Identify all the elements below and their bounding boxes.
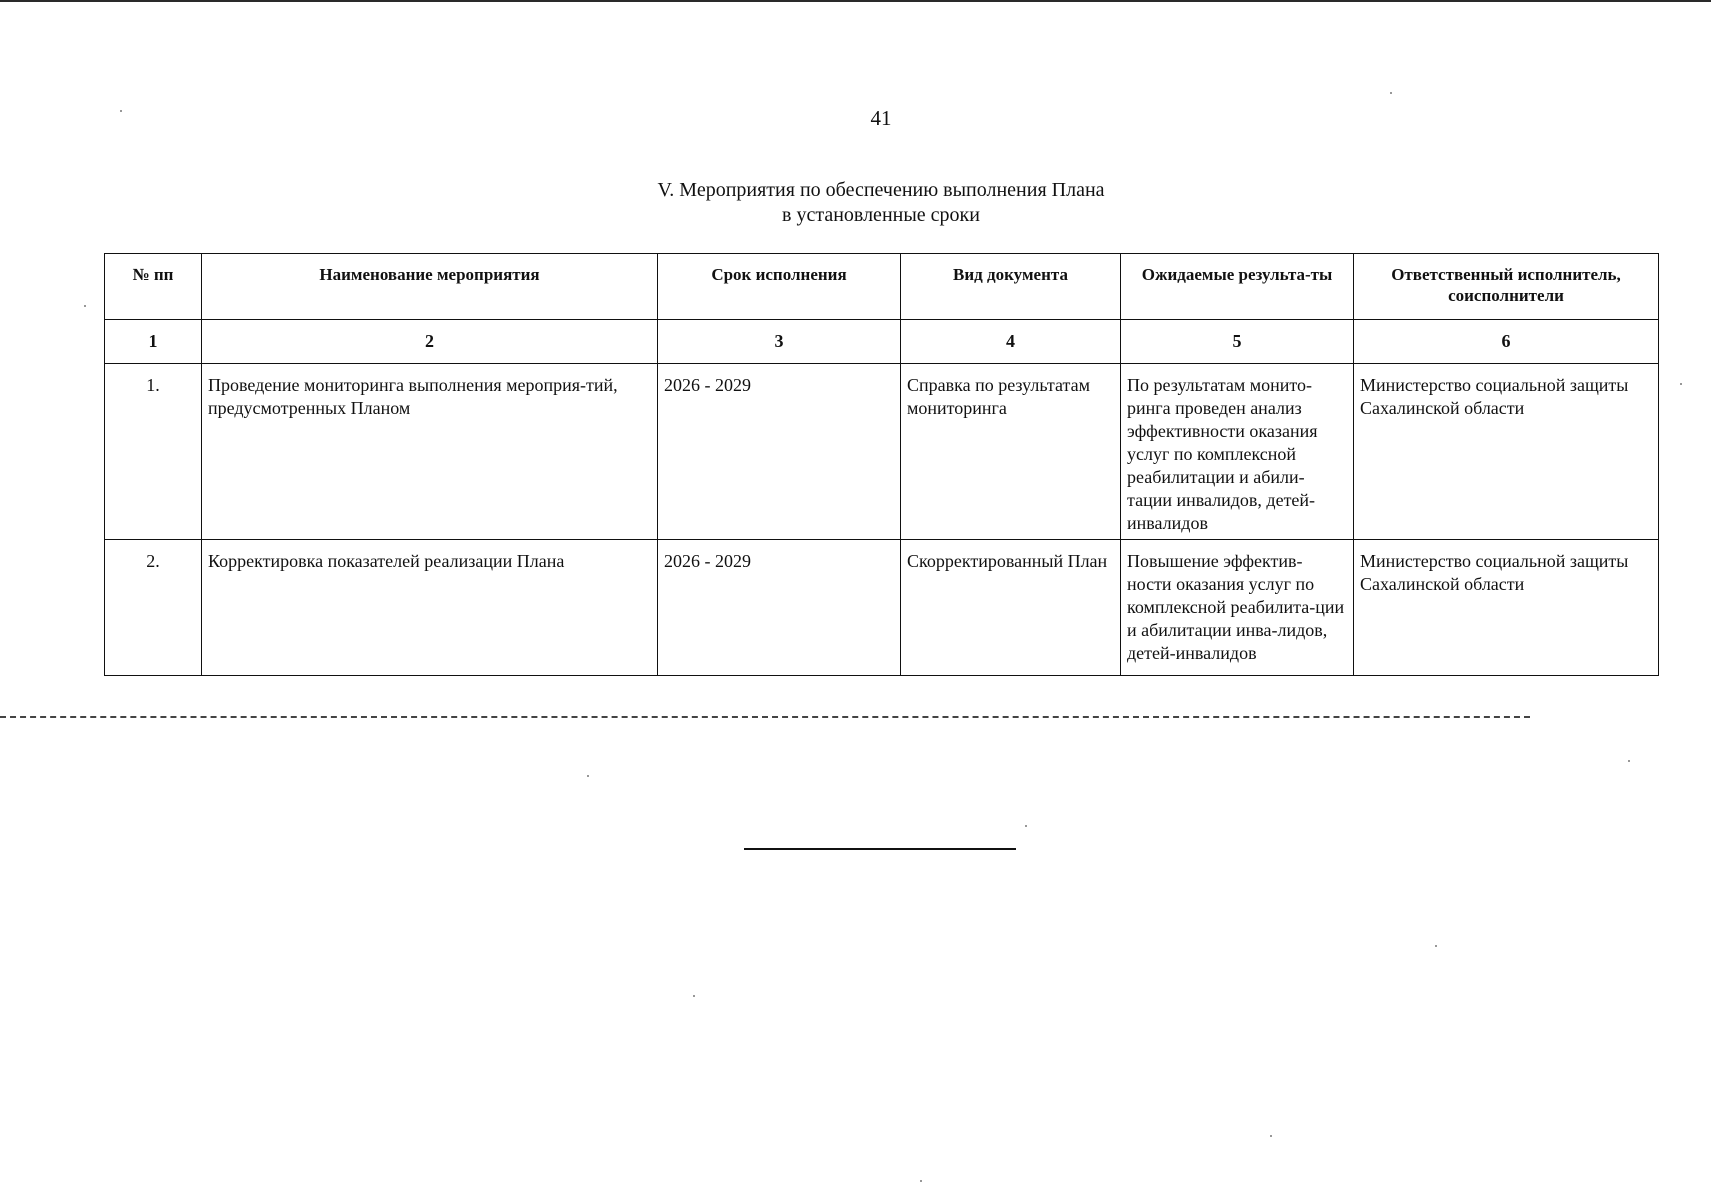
scan-speck	[120, 110, 122, 112]
row-expected-result: Повышение эффектив-ности оказания услуг по комплексной реабилита-ции и абилитации инва-лидов, детей-инвалидов	[1121, 540, 1354, 676]
scan-speck	[1270, 1135, 1272, 1137]
column-number: 4	[901, 320, 1121, 364]
scan-speck	[1628, 760, 1630, 762]
scan-speck	[587, 775, 589, 777]
section-title-line-1: V. Мероприятия по обеспечению выполнения Плана	[657, 179, 1105, 201]
row-event-name: Корректировка показателей реализации Плана	[202, 540, 658, 676]
page-number: 41	[870, 106, 892, 130]
table-header-row	[105, 254, 1659, 320]
row-document-type: Скорректированный План	[901, 540, 1121, 676]
row-deadline: 2026 - 2029	[658, 364, 901, 540]
column-number: 6	[1354, 320, 1659, 364]
scan-speck	[1390, 92, 1392, 94]
row-deadline: 2026 - 2029	[658, 540, 901, 676]
scan-artifact-line	[0, 716, 1530, 718]
header-event-name: Наименование мероприятия	[202, 254, 658, 320]
header-expected-results: Ожидаемые результа-ты	[1121, 254, 1354, 320]
scan-speck	[1680, 383, 1682, 385]
column-number: 5	[1121, 320, 1354, 364]
section-title	[0, 178, 1711, 228]
row-number: 1.	[105, 364, 202, 540]
table-row	[105, 364, 1659, 540]
scan-speck	[1025, 825, 1027, 827]
end-of-section-rule	[744, 848, 1016, 850]
column-number-row	[105, 320, 1659, 364]
header-responsible-executor: Ответственный исполнитель, соисполнители	[1354, 254, 1659, 320]
header-number: № пп	[105, 254, 202, 320]
column-number: 1	[105, 320, 202, 364]
row-number: 2.	[105, 540, 202, 676]
column-number: 3	[658, 320, 901, 364]
plan-table	[104, 253, 1659, 676]
row-executor: Министерство социальной защиты Сахалинской области	[1354, 540, 1659, 676]
scan-edge	[0, 0, 1711, 2]
row-document-type: Справка по результатам мониторинга	[901, 364, 1121, 540]
scan-speck	[1435, 945, 1437, 947]
row-event-name: Проведение мониторинга выполнения мероприя-тий, предусмотренных Планом	[202, 364, 658, 540]
row-expected-result: По результатам монито-ринга проведен анализ эффективности оказания услуг по комплексной реабилитации и абили-тации инвалидов, детей-инвалидов	[1121, 364, 1354, 540]
scan-speck	[693, 995, 695, 997]
scan-speck	[920, 1180, 922, 1182]
section-title-line-2: в установленные сроки	[782, 204, 980, 226]
header-document-type: Вид документа	[901, 254, 1121, 320]
header-deadline: Срок исполнения	[658, 254, 901, 320]
row-executor: Министерство социальной защиты Сахалинской области	[1354, 364, 1659, 540]
scan-speck	[84, 305, 86, 307]
table-row	[105, 540, 1659, 676]
column-number: 2	[202, 320, 658, 364]
